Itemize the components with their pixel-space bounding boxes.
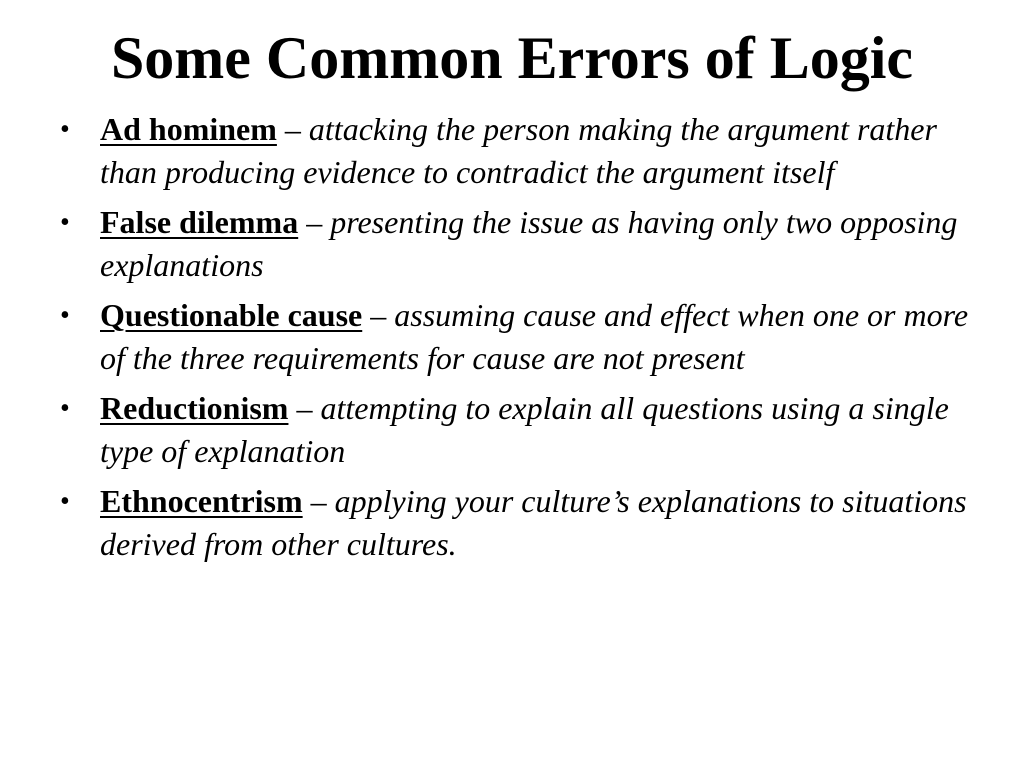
list-item-reductionism bbox=[60, 387, 970, 473]
list-item-ad-hominem bbox=[60, 108, 970, 194]
definition-ad-hominem: attacking the person making the argument rather than producing evidence to contradict the argument itself bbox=[100, 111, 937, 190]
separator: – bbox=[298, 204, 331, 240]
separator: – bbox=[276, 111, 309, 147]
definition-false-dilemma: presenting the issue as having only two opposing explanations bbox=[100, 204, 958, 283]
term-false-dilemma: False dilemma bbox=[100, 204, 299, 240]
term-ad-hominem: Ad hominem bbox=[100, 111, 277, 147]
definition-questionable-cause: assuming cause and effect when one or more of the three requirements for cause are not present bbox=[100, 297, 969, 376]
term-ethnocentrism: Ethnocentrism bbox=[100, 483, 303, 519]
list-item-ethnocentrism bbox=[60, 480, 970, 566]
separator: – bbox=[288, 390, 321, 426]
fallacy-list bbox=[60, 108, 970, 573]
definition-ethnocentrism: applying your culture’s explanations to situations derived from other cultures. bbox=[100, 483, 967, 562]
list-item-false-dilemma bbox=[60, 201, 970, 287]
bullet-icon: • bbox=[60, 486, 70, 517]
term-questionable-cause: Questionable cause bbox=[100, 297, 363, 333]
bullet-icon: • bbox=[60, 114, 70, 145]
bullet-icon: • bbox=[60, 207, 70, 238]
bullet-icon: • bbox=[60, 300, 70, 331]
definition-reductionism: attempting to explain all questions using a single type of explanation bbox=[100, 390, 949, 469]
separator: – bbox=[302, 483, 335, 519]
bullet-icon: • bbox=[60, 393, 70, 424]
slide-title: Some Common Errors of Logic bbox=[110, 25, 914, 91]
term-reductionism: Reductionism bbox=[100, 390, 289, 426]
separator: – bbox=[362, 297, 395, 333]
list-item-questionable-cause bbox=[60, 294, 970, 380]
